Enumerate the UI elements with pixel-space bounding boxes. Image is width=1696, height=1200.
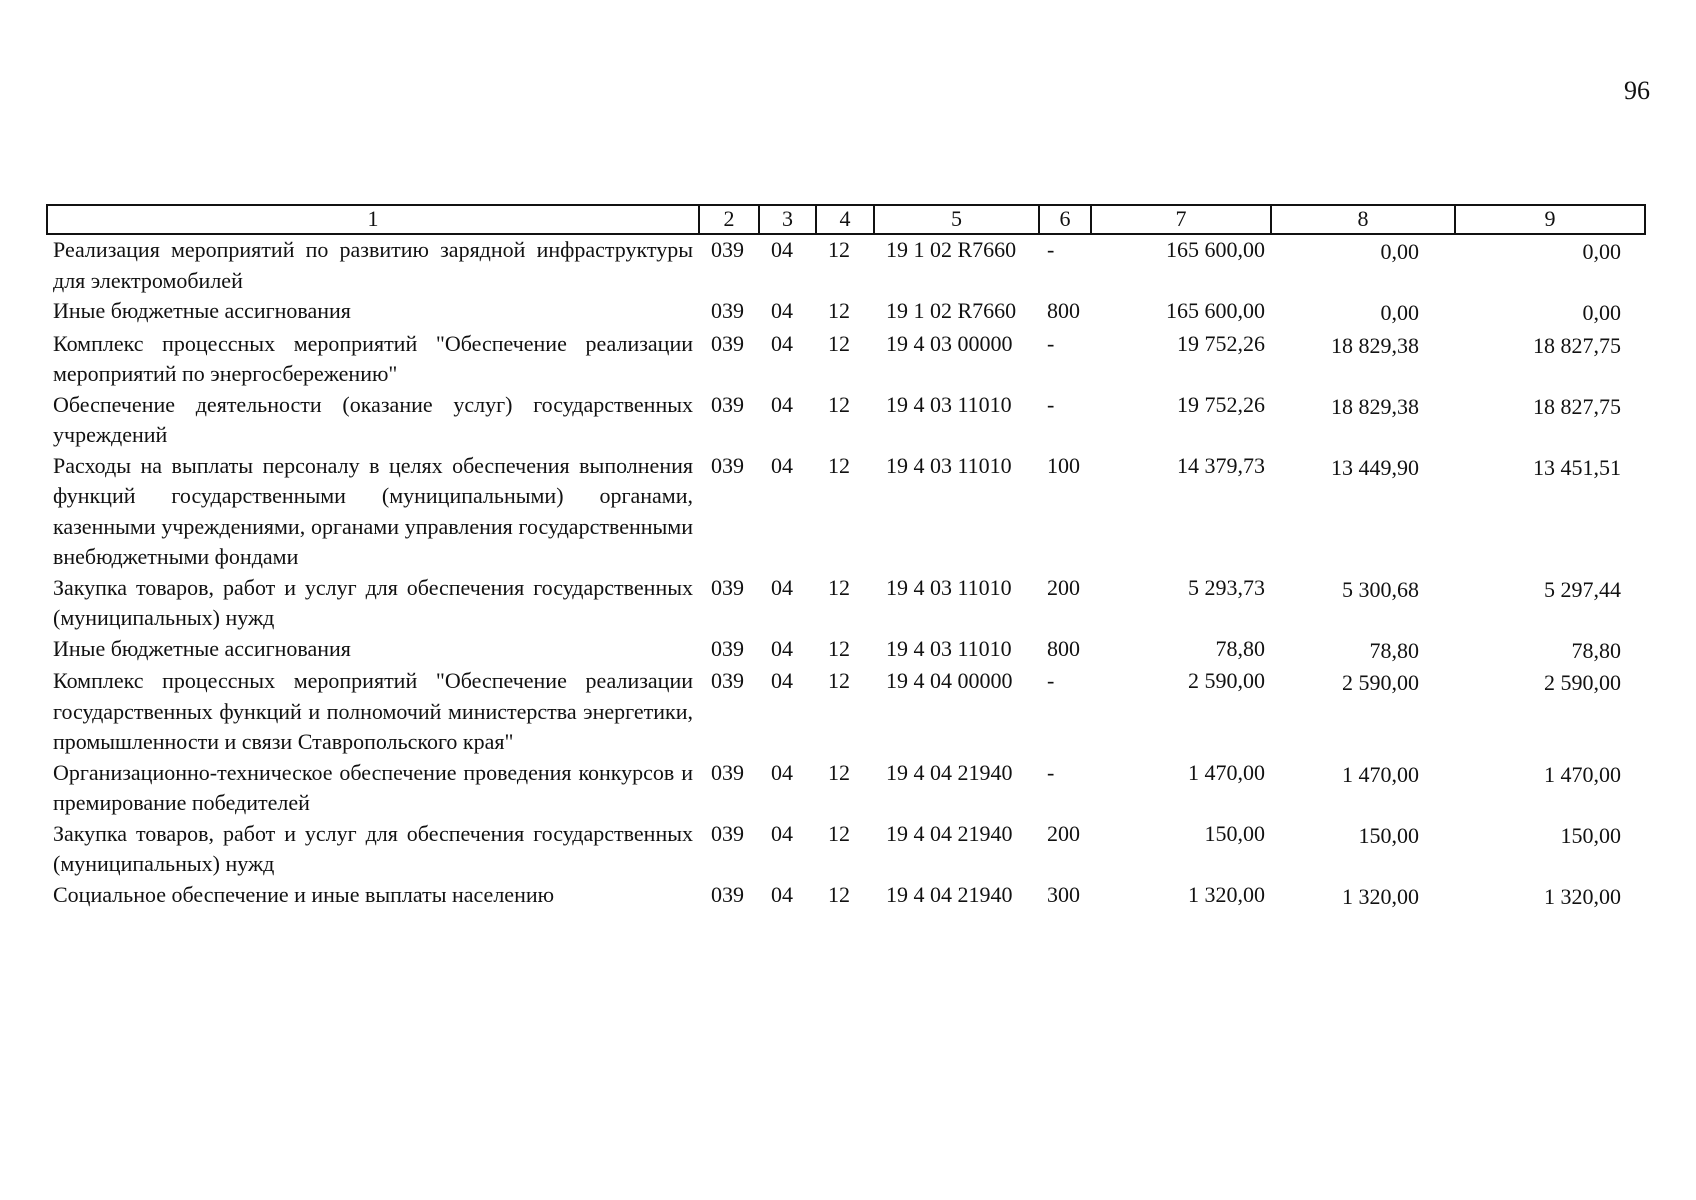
header-cell-2: 2 [699,205,759,234]
row-col-3: 04 [771,452,793,478]
row-col-6: 100 [1047,452,1080,478]
budget-table [46,204,1646,912]
row-col-8: 0,00 [1380,239,1419,264]
row-col-2: 039 [711,820,744,846]
row-col-7: 19 752,26 [1177,391,1265,417]
table-row [47,880,1645,913]
row-col-7: 165 600,00 [1166,237,1265,262]
row-col-8: 18 829,38 [1331,332,1419,358]
row-col-5: 19 4 04 00000 [886,668,1013,693]
row-col-5: 19 4 03 11010 [886,452,1012,478]
row-col-2: 039 [711,391,744,417]
row-col-3: 04 [771,330,793,356]
row-col-2: 039 [711,668,744,693]
row-col-7: 14 379,73 [1177,452,1265,478]
row-col-6: 200 [1047,820,1080,846]
row-col-2: 039 [711,881,744,907]
row-col-7: 78,80 [1215,635,1265,661]
row-col-9: 150,00 [1560,822,1621,848]
row-col-8: 18 829,38 [1331,393,1419,419]
row-col-2: 039 [711,759,744,785]
row-col-7: 2 590,00 [1188,668,1265,693]
header-cell-4: 4 [816,205,874,234]
row-col-8: 78,80 [1369,637,1419,663]
row-name: Иные бюджетные ассигнования [53,635,351,661]
row-col-9: 5 297,44 [1544,576,1621,602]
row-col-2: 039 [711,635,744,661]
header-cell-7: 7 [1091,205,1271,234]
row-col-6: - [1047,237,1055,262]
row-col-7: 1 470,00 [1188,759,1265,785]
row-col-7: 5 293,73 [1188,574,1265,600]
row-col-6: 300 [1047,881,1080,907]
row-col-4: 12 [828,391,850,417]
row-col-2: 039 [711,574,744,600]
row-name: Социальное обеспечение и иные выплаты населению [53,881,555,907]
row-col-9: 0,00 [1582,239,1621,264]
row-col-8: 150,00 [1358,822,1419,848]
row-col-6: - [1047,330,1055,356]
row-col-3: 04 [771,635,793,661]
row-col-4: 12 [828,881,850,907]
row-name: Обеспечение деятельности (оказание услуг) государственных учреждений [53,391,693,447]
row-name: Организационно-техническое обеспечение проведения конкурсов и премирование победителей [53,759,693,815]
row-col-6: 800 [1047,635,1080,661]
table-row [47,666,1645,758]
row-col-5: 19 1 02 R7660 [886,298,1017,323]
table-row [47,329,1645,390]
row-col-4: 12 [828,237,850,262]
row-col-3: 04 [771,237,793,262]
row-col-2: 039 [711,298,744,323]
row-col-3: 04 [771,391,793,417]
table-row [47,758,1645,819]
row-name: Комплекс процессных мероприятий "Обеспечение реализации мероприятий по энергосбережению" [53,330,693,386]
row-col-3: 04 [771,881,793,907]
header-row [47,205,1645,234]
row-name: Реализация мероприятий по развитию зарядной инфраструктуры для электромобилей [53,237,693,293]
row-col-9: 13 451,51 [1533,454,1621,480]
row-col-9: 0,00 [1582,300,1621,325]
table-row [47,296,1645,329]
row-col-8: 0,00 [1380,300,1419,325]
row-col-5: 19 4 04 21940 [886,820,1013,846]
row-col-5: 19 4 04 21940 [886,881,1013,907]
row-col-4: 12 [828,574,850,600]
row-col-6: 800 [1047,298,1080,323]
row-col-5: 19 4 03 11010 [886,574,1012,600]
row-name: Комплекс процессных мероприятий "Обеспечение реализации государственных функций и полномочий министерства энергетики, промышленности и связи Ставропольского края" [53,668,693,754]
row-name: Закупка товаров, работ и услуг для обеспечения государственных (муниципальных) нужд [53,820,693,876]
row-col-2: 039 [711,452,744,478]
header-cell-6: 6 [1039,205,1091,234]
table-row [47,390,1645,451]
row-col-9: 78,80 [1571,637,1621,663]
table-row [47,451,1645,573]
row-col-9: 1 320,00 [1544,883,1621,909]
row-col-9: 2 590,00 [1544,670,1621,695]
row-col-6: - [1047,391,1055,417]
row-col-8: 1 320,00 [1342,883,1419,909]
table-row [47,573,1645,634]
row-col-3: 04 [771,668,793,693]
row-col-9: 18 827,75 [1533,393,1621,419]
row-col-3: 04 [771,298,793,323]
row-col-4: 12 [828,668,850,693]
row-col-9: 1 470,00 [1544,761,1621,787]
row-col-3: 04 [771,759,793,785]
row-col-4: 12 [828,330,850,356]
row-col-9: 18 827,75 [1533,332,1621,358]
header-cell-1: 1 [47,205,699,234]
row-name: Иные бюджетные ассигнования [53,298,351,323]
row-col-8: 1 470,00 [1342,761,1419,787]
row-col-3: 04 [771,574,793,600]
row-col-7: 150,00 [1204,820,1265,846]
row-name: Расходы на выплаты персоналу в целях обеспечения выполнения функций государственными (муниципальными) органами, казенными учреждениями, органами управления государственными внебюджетными фондами [53,452,693,569]
row-col-4: 12 [828,298,850,323]
row-col-5: 19 4 03 11010 [886,635,1012,661]
row-col-2: 039 [711,330,744,356]
header-cell-5: 5 [874,205,1039,234]
row-col-7: 165 600,00 [1166,298,1265,323]
row-col-6: - [1047,759,1055,785]
page-number: 96 [1624,76,1650,105]
row-col-5: 19 4 03 11010 [886,391,1012,417]
row-col-8: 5 300,68 [1342,576,1419,602]
table-row [47,819,1645,880]
row-col-4: 12 [828,635,850,661]
header-cell-9: 9 [1455,205,1645,234]
header-cell-8: 8 [1271,205,1455,234]
row-col-3: 04 [771,820,793,846]
table-row [47,634,1645,667]
row-col-2: 039 [711,237,744,262]
row-col-7: 1 320,00 [1188,881,1265,907]
row-col-4: 12 [828,759,850,785]
row-col-4: 12 [828,820,850,846]
table-row [47,234,1645,296]
row-col-5: 19 1 02 R7660 [886,237,1017,262]
row-col-6: - [1047,668,1055,693]
row-col-6: 200 [1047,574,1080,600]
row-col-5: 19 4 04 21940 [886,759,1013,785]
row-name: Закупка товаров, работ и услуг для обеспечения государственных (муниципальных) нужд [53,574,693,630]
header-cell-3: 3 [759,205,816,234]
row-col-7: 19 752,26 [1177,330,1265,356]
row-col-4: 12 [828,452,850,478]
row-col-8: 2 590,00 [1342,670,1419,695]
row-col-8: 13 449,90 [1331,454,1419,480]
row-col-5: 19 4 03 00000 [886,330,1013,356]
